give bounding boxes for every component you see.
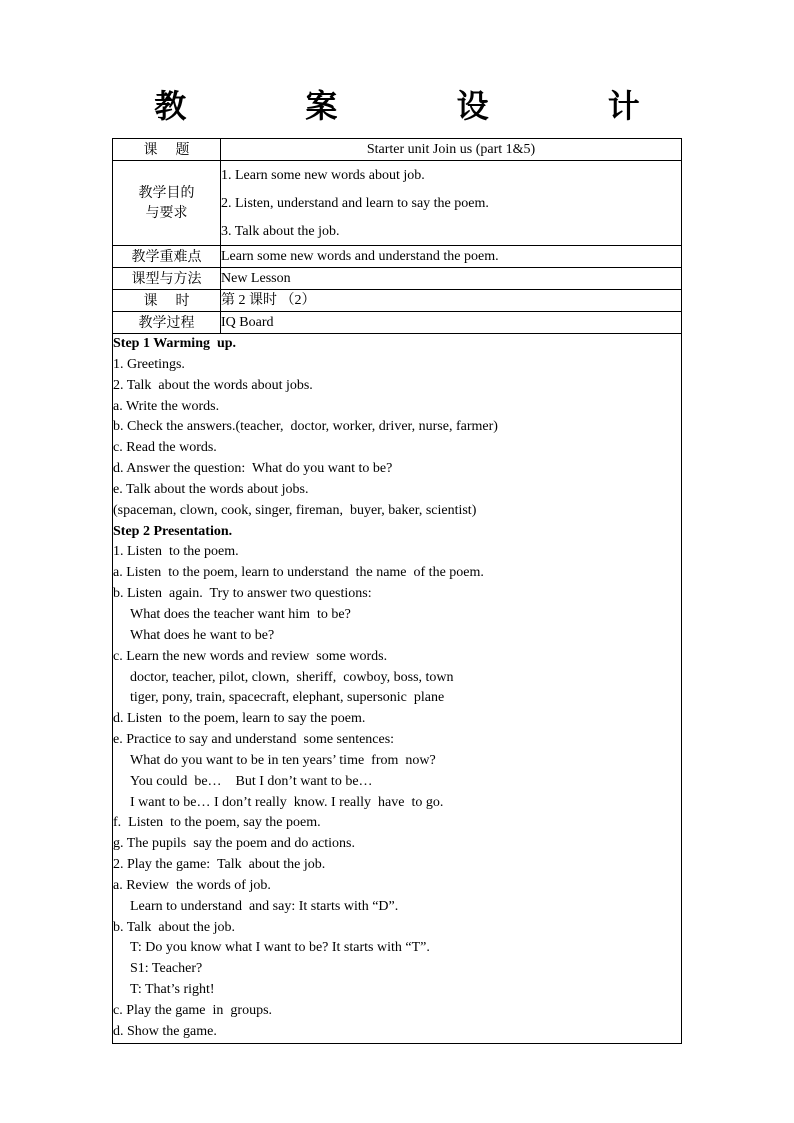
- process-line: S1: Teacher?: [130, 961, 203, 977]
- process-line: d. Listen to the poem, learn to say the poem.: [113, 711, 366, 727]
- process-value: IQ Board: [221, 312, 682, 334]
- page-title: 教 案 设 计: [154, 87, 694, 125]
- process-line: 1. Listen to the poem.: [113, 544, 239, 560]
- process-detail-cell: [113, 334, 682, 1044]
- process-line: a. Write the words.: [113, 398, 220, 414]
- label-period: 课时: [143, 292, 208, 309]
- objective-item: 3. Talk about the job.: [221, 224, 340, 239]
- label-topic: 课题: [143, 141, 208, 158]
- key-points-value: Learn some new words and understand the poem.: [221, 246, 682, 268]
- label-objectives-line2: 与要求: [145, 205, 188, 221]
- process-line: b. Talk about the job.: [113, 919, 236, 935]
- process-line: g. The pupils say the poem and do actions.: [113, 836, 355, 852]
- process-line: tiger, pony, train, spacecraft, elephant, supersonic plane: [130, 690, 445, 706]
- process-line: c. Learn the new words and review some words.: [113, 648, 388, 664]
- step-heading: Step 1 Warming up.: [113, 336, 237, 351]
- process-line: I want to be… I don’t really know. I really have to go.: [130, 794, 444, 810]
- process-line: e. Talk about the words about jobs.: [113, 481, 309, 497]
- label-process: 教学过程: [113, 312, 221, 334]
- process-line: a. Listen to the poem, learn to understand the name of the poem.: [113, 565, 484, 581]
- process-line: b. Listen again. Try to answer two questions:: [113, 586, 372, 602]
- process-line: 2. Talk about the words about jobs.: [113, 377, 313, 393]
- process-line: d. Answer the question: What do you want to be?: [113, 461, 393, 477]
- lesson-plan-table: [112, 138, 682, 1044]
- process-line: b. Check the answers.(teacher, doctor, worker, driver, nurse, farmer): [113, 419, 498, 435]
- process-line: What does he want to be?: [130, 627, 275, 643]
- row-process: [113, 312, 682, 334]
- process-line: c. Read the words.: [113, 440, 217, 456]
- row-period: [113, 290, 682, 312]
- label-key-points: 教学重难点: [113, 246, 221, 268]
- process-line: What do you want to be in ten years’ time from now?: [130, 752, 436, 768]
- row-process-detail: [113, 334, 682, 1044]
- process-line: Learn to understand and say: It starts with “D”.: [130, 898, 399, 914]
- row-topic: [113, 139, 682, 161]
- process-line: 1. Greetings.: [113, 356, 185, 372]
- row-lesson-type: [113, 268, 682, 290]
- process-line: You could be… But I don’t want to be…: [130, 773, 373, 789]
- process-line: c. Play the game in groups.: [113, 1003, 273, 1018]
- topic-value: Starter unit Join us (part 1&5): [221, 139, 682, 161]
- process-line: a. Review the words of job.: [113, 877, 271, 893]
- objective-item: 1. Learn some new words about job.: [221, 168, 425, 183]
- label-objectives-line1: 教学目的: [138, 185, 195, 201]
- label-lesson-type: 课型与方法: [113, 268, 221, 290]
- process-line: f. Listen to the poem, say the poem.: [113, 815, 321, 831]
- process-line: doctor, teacher, pilot, clown, sheriff, cowboy, boss, town: [130, 669, 454, 685]
- lesson-type-value: New Lesson: [221, 268, 682, 290]
- process-line: 2. Play the game: Talk about the job.: [113, 857, 326, 873]
- process-line: T: Do you know what I want to be? It starts with “T”.: [130, 940, 430, 956]
- period-value: 第 2 课时 （2）: [221, 290, 682, 312]
- row-objectives: [113, 161, 682, 246]
- row-key-points: [113, 246, 682, 268]
- process-line: (spaceman, clown, cook, singer, fireman, buyer, baker, scientist): [113, 502, 477, 518]
- process-line: e. Practice to say and understand some sentences:: [113, 732, 395, 748]
- process-line: d. Show the game.: [113, 1023, 217, 1039]
- process-line: T: That’s right!: [130, 982, 215, 998]
- objective-item: 2. Listen, understand and learn to say the poem.: [221, 196, 489, 211]
- process-line: What does the teacher want him to be?: [130, 606, 351, 622]
- step-heading: Step 2 Presentation.: [113, 523, 233, 539]
